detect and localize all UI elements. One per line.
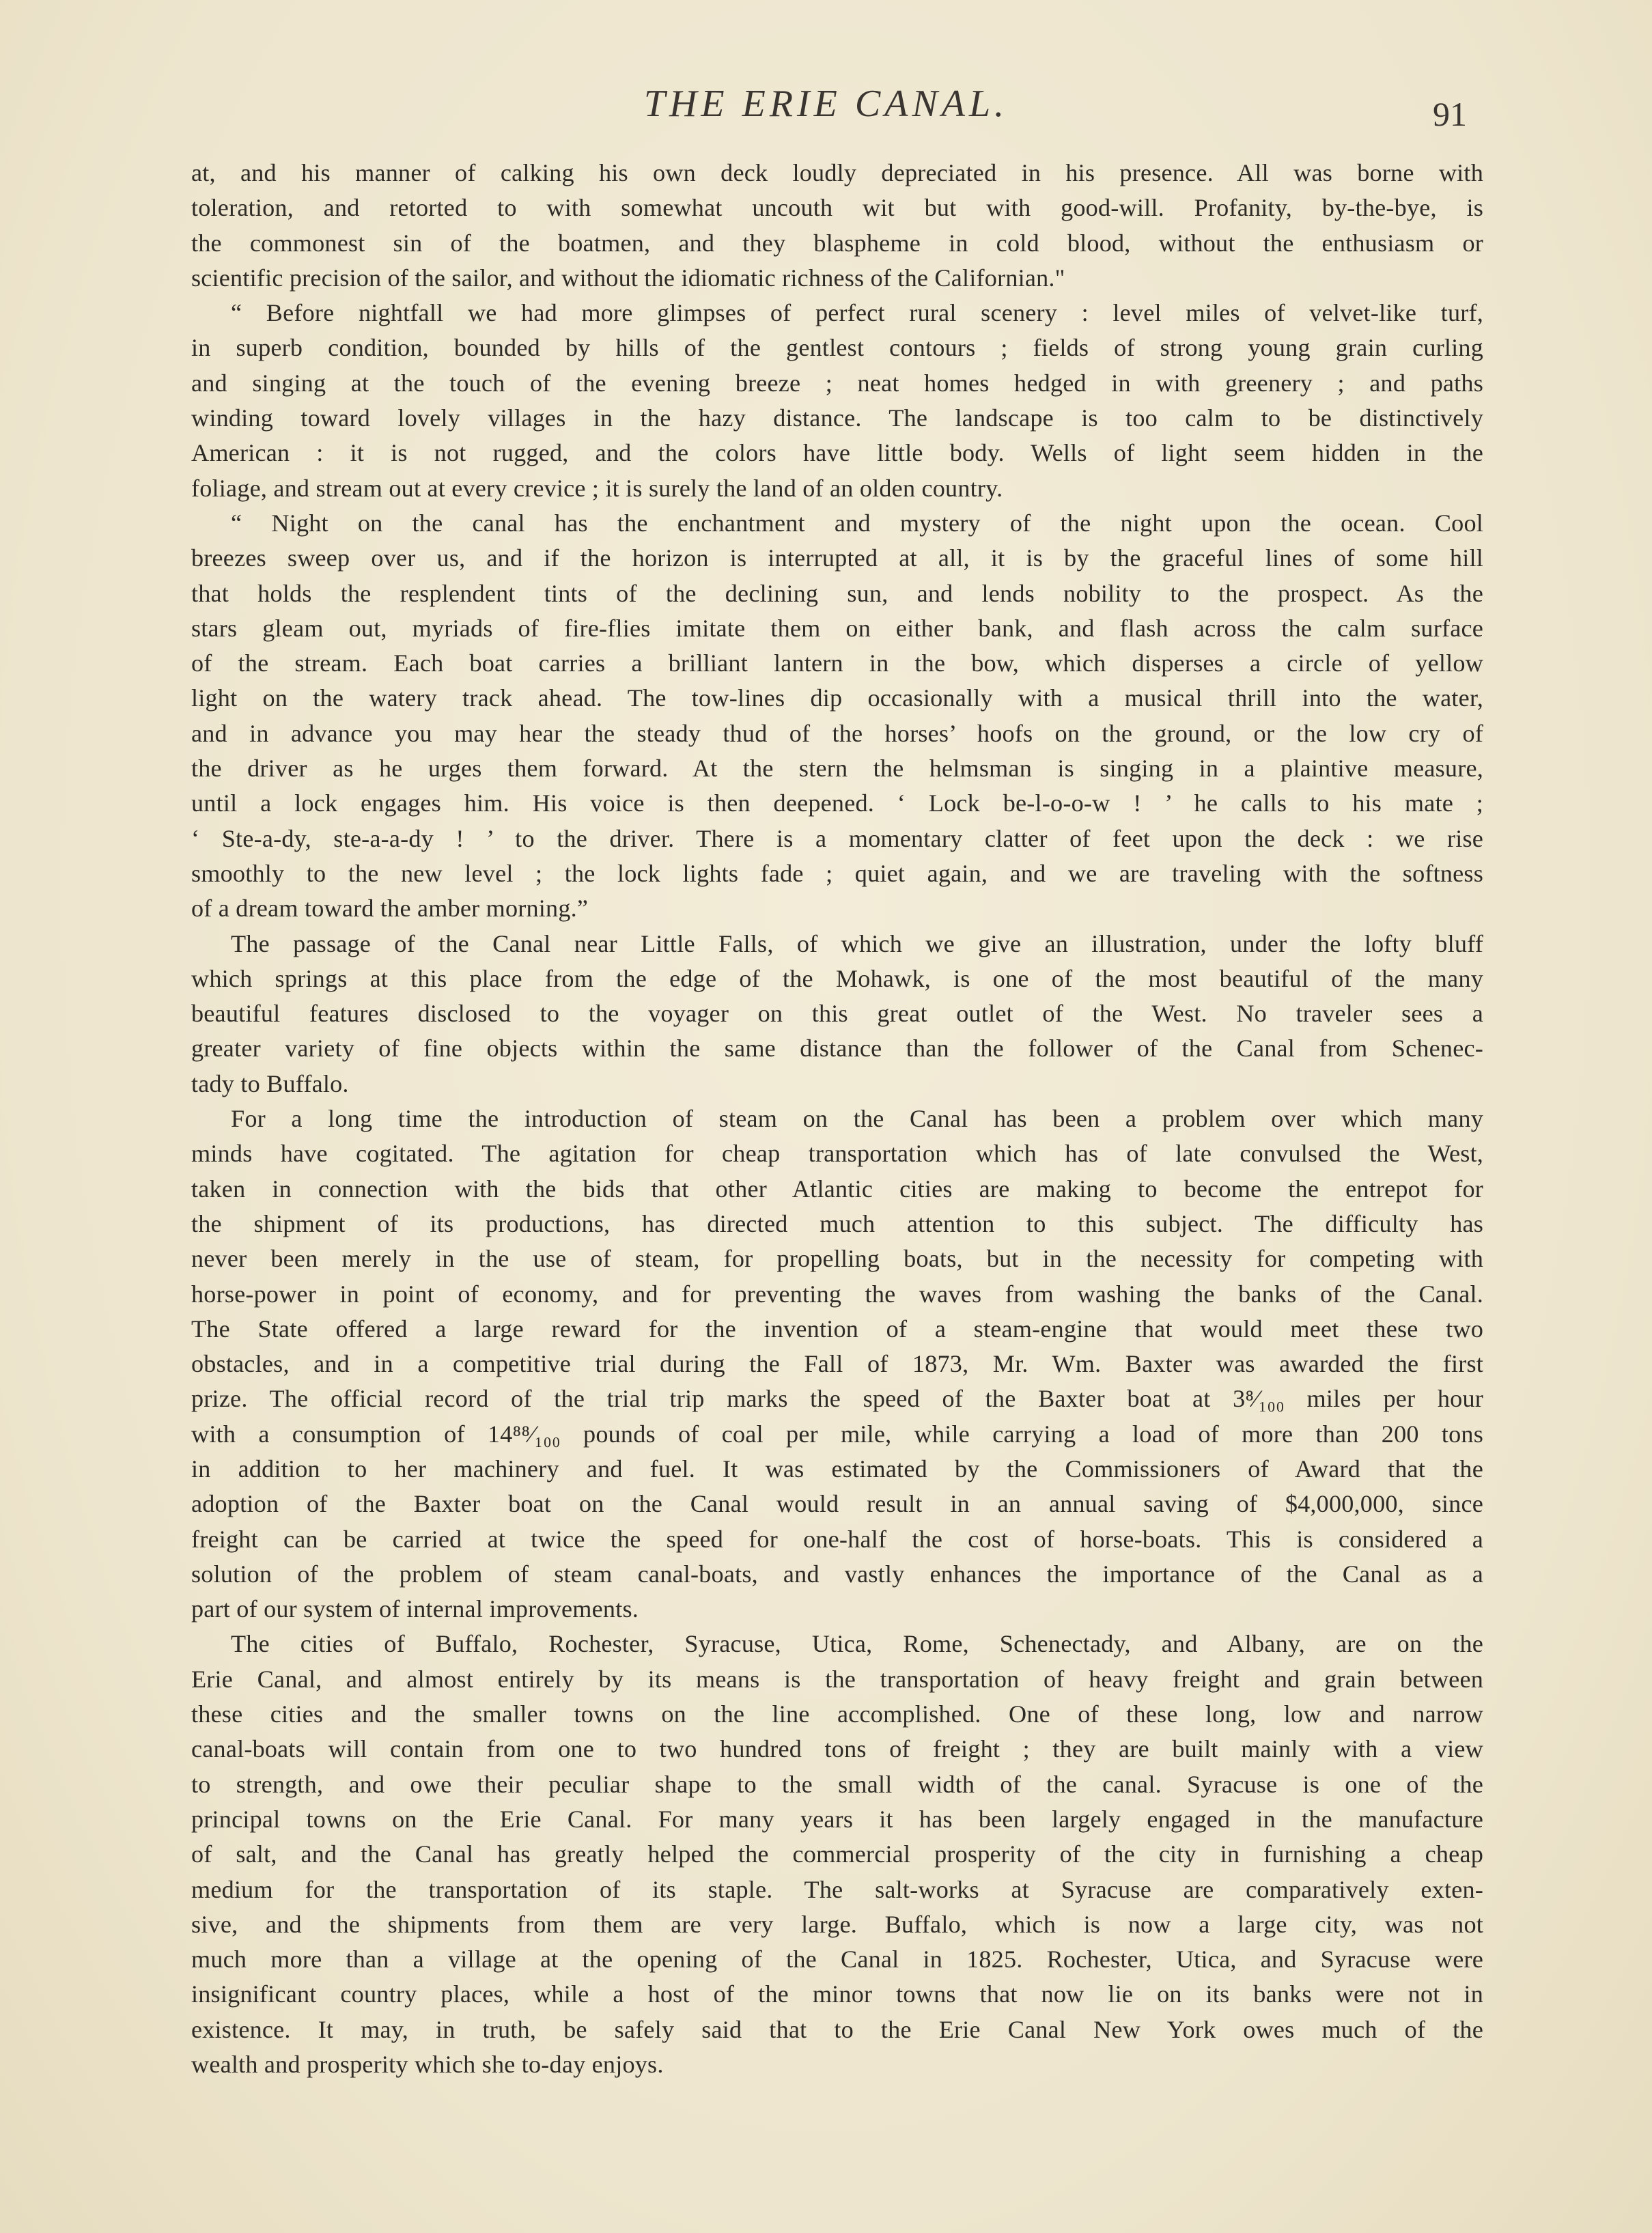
paragraph [191, 506, 1483, 927]
text-line: greater variety of fine objects within the same distance than the follower of the Canal from Schenec- [191, 1035, 1483, 1063]
text-line: The passage of the Canal near Little Falls, of which we give an illustration, under the lofty bluff [231, 929, 1483, 957]
text-line: The State offered a large reward for the invention of a steam-engine that would meet these two [191, 1315, 1483, 1343]
text-line: principal towns on the Erie Canal. For many years it has been largely engaged in the manufacture [191, 1805, 1483, 1833]
running-title: THE ERIE CANAL. [643, 83, 1009, 125]
text-line: breezes sweep over us, and if the horizon is interrupted at all, it is by the graceful lines of some hill [191, 544, 1483, 572]
text-line: of salt, and the Canal has greatly helped the commercial prosperity of the city in furnishing a cheap [191, 1840, 1483, 1868]
text-line: existence. It may, in truth, be safely said that to the Erie Canal New York owes much of the [191, 2015, 1483, 2043]
text-line: obstacles, and in a competitive trial during the Fall of 1873, Mr. Wm. Baxter was awarded the first [191, 1350, 1483, 1378]
text-line: the driver as he urges them forward. At the stern the helmsman is singing in a plaintive measure, [191, 755, 1483, 783]
text-line: the commonest sin of the boatmen, and they blaspheme in cold blood, without the enthusiasm or [191, 229, 1483, 257]
text-line: never been merely in the use of steam, for propelling boats, but in the necessity for competing with [191, 1245, 1483, 1273]
text-line: taken in connection with the bids that other Atlantic cities are making to become the entrepot for [191, 1175, 1483, 1203]
body-text [191, 156, 1483, 2082]
text-line: in addition to her machinery and fuel. It was estimated by the Commissioners of Award that the [191, 1455, 1483, 1483]
text-line: toleration, and retorted to with somewhat uncouth wit but with good-will. Profanity, by-the-bye, is [191, 194, 1483, 222]
text-line: American : it is not rugged, and the colors have little body. Wells of light seem hidden in the [191, 439, 1483, 467]
text-line: which springs at this place from the edge of the Mohawk, is one of the most beautiful of the many [191, 964, 1483, 992]
paragraph [191, 1101, 1483, 1627]
text-line: and in advance you may hear the steady thud of the horses’ hoofs on the ground, or the low cry of [191, 719, 1483, 747]
text-line: freight can be carried at twice the speed for one-half the cost of horse-boats. This is considered a [191, 1525, 1483, 1553]
text-line: much more than a village at the opening of the Canal in 1825. Rochester, Utica, and Syracuse were [191, 1946, 1483, 1974]
paragraph [191, 927, 1483, 1101]
page-number: 91 [1433, 95, 1467, 133]
text-line: tady to Buffalo. [191, 1069, 349, 1097]
text-line: these cities and the smaller towns on the line accomplished. One of these long, low and narrow [191, 1700, 1483, 1728]
text-line: The cities of Buffalo, Rochester, Syracuse, Utica, Rome, Schenectady, and Albany, are on the [231, 1630, 1483, 1658]
text-line: of the stream. Each boat carries a brilliant lantern in the bow, which disperses a circle of yellow [191, 649, 1483, 677]
text-line: prize. The official record of the trial trip marks the speed of the Baxter boat at 3⁸⁄₁₀₀ miles per hour [191, 1385, 1483, 1413]
text-line: part of our system of internal improvements. [191, 1595, 639, 1623]
text-line: stars gleam out, myriads of fire-flies imitate them on either bank, and flash across the calm surface [191, 614, 1483, 642]
text-line: medium for the transportation of its staple. The salt-works at Syracuse are comparatively exten- [191, 1875, 1483, 1903]
text-line: to strength, and owe their peculiar shape to the small width of the canal. Syracuse is one of the [191, 1770, 1483, 1798]
text-line: until a lock engages him. His voice is then deepened. ‘ Lock be-l-o-o-w ! ’ he calls to his mate ; [191, 789, 1483, 817]
text-line: wealth and prosperity which she to-day enjoys. [191, 2051, 664, 2079]
text-line: beautiful features disclosed to the voyager on this great outlet of the West. No traveler sees a [191, 1000, 1483, 1028]
text-line: foliage, and stream out at every crevice ; it is surely the land of an olden country. [191, 474, 1003, 502]
text-line: “ Before nightfall we had more glimpses of perfect rural scenery : level miles of velvet-like turf, [231, 299, 1483, 327]
text-line: minds have cogitated. The agitation for cheap transportation which has of late convulsed the West, [191, 1140, 1483, 1168]
text-line: solution of the problem of steam canal-boats, and vastly enhances the importance of the Canal as a [191, 1560, 1483, 1588]
text-line: of a dream toward the amber morning.” [191, 895, 589, 923]
text-line: smoothly to the new level ; the lock lights fade ; quiet again, and we are traveling with the softness [191, 859, 1483, 887]
text-line: For a long time the introduction of steam on the Canal has been a problem over which many [231, 1105, 1483, 1133]
text-line: that holds the resplendent tints of the declining sun, and lends nobility to the prospect. As the [191, 579, 1483, 607]
text-line: horse-power in point of economy, and for preventing the waves from washing the banks of the Canal. [191, 1280, 1483, 1308]
text-line: in superb condition, bounded by hills of the gentlest contours ; fields of strong young grain curling [191, 334, 1483, 362]
text-line: adoption of the Baxter boat on the Canal would result in an annual saving of $4,000,000, since [191, 1490, 1483, 1518]
text-line: light on the watery track ahead. The tow-lines dip occasionally with a musical thrill into the water, [191, 684, 1483, 712]
text-line: canal-boats will contain from one to two hundred tons of freight ; they are built mainly with a view [191, 1735, 1483, 1763]
text-line: the shipment of its productions, has directed much attention to this subject. The difficulty has [191, 1209, 1483, 1237]
paragraph [191, 156, 1483, 296]
text-line: ‘ Ste-a-dy, ste-a-a-dy ! ’ to the driver. There is a momentary clatter of feet upon the deck : we rise [191, 824, 1483, 852]
text-line: Erie Canal, and almost entirely by its means is the transportation of heavy freight and grain between [191, 1665, 1483, 1693]
text-line: scientific precision of the sailor, and without the idiomatic richness of the Californian." [191, 264, 1065, 292]
text-line: at, and his manner of calking his own deck loudly depreciated in his presence. All was borne with [191, 159, 1483, 186]
text-line: insignificant country places, while a host of the minor towns that now lie on its banks were not in [191, 1980, 1483, 2008]
text-line: sive, and the shipments from them are very large. Buffalo, which is now a large city, was not [191, 1910, 1483, 1938]
paragraph [191, 1627, 1483, 2082]
paragraph [191, 296, 1483, 506]
text-line: and singing at the touch of the evening breeze ; neat homes hedged in with greenery ; and paths [191, 369, 1483, 397]
text-line: with a consumption of 14⁸⁸⁄₁₀₀ pounds of coal per mile, while carrying a load of more than 200 tons [191, 1420, 1483, 1448]
text-line: “ Night on the canal has the enchantment and mystery of the night upon the ocean. Cool [231, 509, 1483, 537]
text-line: winding toward lovely villages in the hazy distance. The landscape is too calm to be distinctively [191, 404, 1483, 432]
